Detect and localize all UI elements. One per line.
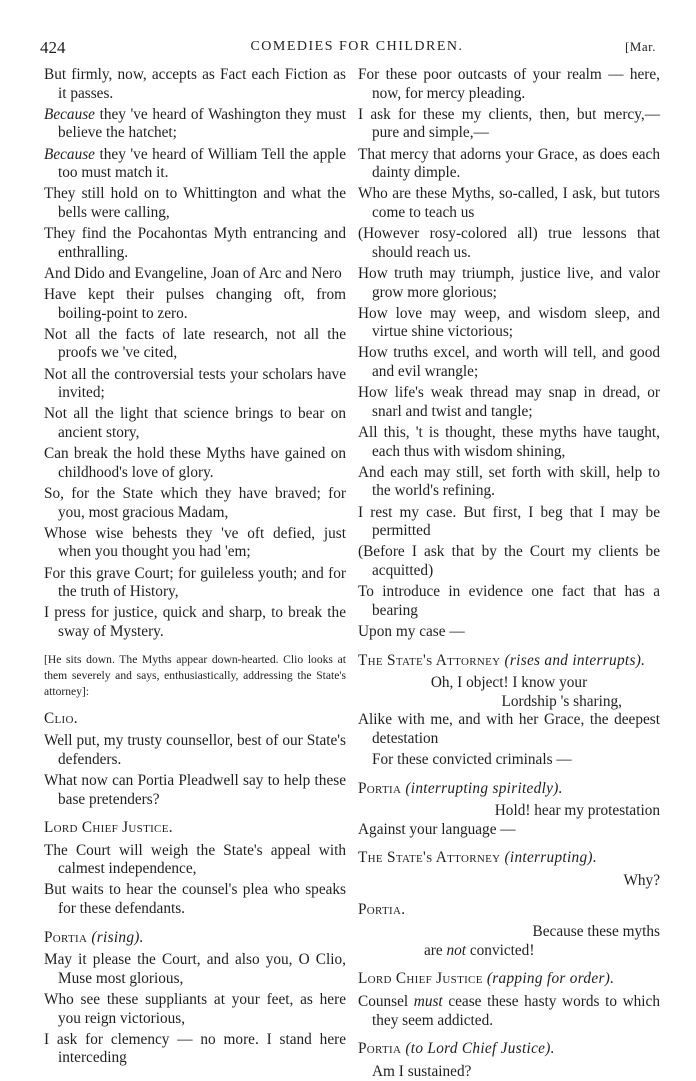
verse-line: Not all the light that science brings to bear on ancient story, (44, 405, 346, 442)
speaker-states-attorney: The State's Attorney (rises and interrupts). (358, 651, 646, 669)
page-header (40, 38, 674, 60)
stage-direction: [He sits down. The Myths appear down-hearted. Clio looks at them severely and says, enthusiastically, addressing the State's attorney]: (44, 652, 346, 698)
verse-line: Who see these suppliants at your feet, as here you reign victorious, (44, 991, 346, 1027)
verse-line: Whose wise behests they 've oft defied, just when you thought you had 'em; (44, 524, 346, 561)
emphasis: Because (44, 105, 95, 123)
verse-line: Counsel must cease these hasty words to which they seem addicted. (358, 993, 660, 1029)
verse-line: And Dido and Evangeline, Joan of Arc and Nero (44, 264, 342, 282)
verse-line: How life's weak thread may snap in dread, or snarl and twist and tangle; (358, 384, 660, 420)
verse-line: That mercy that adorns your Grace, as does each dainty dimple. (358, 145, 660, 182)
speaker-portia: Portia. (358, 900, 406, 918)
stage-direction: (rapping for order). (482, 970, 615, 988)
month-label: [Mar. (624, 39, 656, 54)
verse-line: Alike with me, and with her Grace, the deepest detestation (358, 711, 660, 747)
verse-line: But firmly, now, accepts as Fact each Fiction as it passes. (44, 66, 346, 102)
verse-line: Lordship 's sharing, (501, 692, 622, 710)
verse-line: Oh, I object! I know your (430, 674, 588, 692)
verse-line: Am I sustained? (372, 1062, 472, 1080)
right-column (358, 66, 660, 1081)
verse-line: So, for the State which they have braved; for you, most gracious Madam, (44, 485, 346, 521)
speaker-portia: Portia (interrupting spiritedly). (358, 779, 563, 797)
verse-line: How truth may triumph, justice live, and valor grow more glorious; (358, 264, 660, 301)
verse-line: Who are these Myths, so-called, I ask, but tutors come to teach us (358, 185, 660, 221)
stage-direction: (interrupting spiritedly). (401, 779, 563, 797)
stage-direction: (interrupting). (500, 849, 597, 867)
running-head: COMEDIES FOR CHILDREN. (250, 39, 464, 54)
speaker-portia: Portia (rising). (44, 928, 144, 946)
verse-line: And each may still, set forth with skill, help to the world's refining. (358, 463, 660, 500)
verse-line: They find the Pocahontas Myth entrancing and enthralling. (44, 225, 346, 261)
verse-line: Not all the controversial tests your scholars have invited; (44, 365, 346, 402)
speaker-states-attorney: The State's Attorney (interrupting). (358, 849, 597, 867)
verse-line: The Court will weigh the State's appeal with calmest independence, (44, 841, 346, 878)
verse-line: For these convicted criminals — (372, 751, 572, 769)
speaker-clio: Clio. (44, 709, 78, 727)
verse-line: I ask for these my clients, then, but mercy,— pure and simple,— (358, 105, 660, 142)
speaker-portia: Portia (to Lord Chief Justice). (358, 1040, 555, 1058)
stage-direction: (rises and interrupts). (500, 651, 646, 669)
verse-line: Hold! hear my protestation (494, 802, 660, 820)
verse-line: May it please the Court, and also you, O Clio, Muse most glorious, (44, 951, 346, 987)
verse-line: (Before I ask that by the Court my clients be acquitted) (358, 543, 660, 579)
verse-line: But waits to hear the counsel's plea who speaks for these defendants. (44, 881, 346, 918)
speaker-lord-chief-justice: Lord Chief Justice. (44, 819, 173, 837)
verse-line: I ask for clemency — no more. I stand here interceding (44, 1030, 346, 1067)
verse-line: For this grave Court; for guileless youth; and for the truth of History, (44, 564, 346, 601)
verse-line: To introduce in evidence one fact that has a bearing (358, 583, 660, 619)
verse-line: (However rosy-colored all) true lessons that should reach us. (358, 225, 660, 261)
stage-direction: (to Lord Chief Justice). (401, 1040, 555, 1058)
speaker-lord-chief-justice: Lord Chief Justice (rapping for order). (358, 970, 615, 988)
verse-line: Because they 've heard of Washington they must believe the hatchet; (44, 105, 346, 142)
verse-line: For these poor outcasts of your realm — here, now, for mercy pleading. (358, 66, 660, 102)
verse-line: Can break the hold these Myths have gained on childhood's love of glory. (44, 445, 346, 481)
verse-line: Against your language — (358, 820, 516, 838)
verse-line: How love may weep, and wisdom sleep, and virtue shine victorious; (358, 304, 660, 341)
emphasis: not (446, 941, 467, 959)
verse-line: Why? (623, 872, 660, 890)
verse-line: are not convicted! (424, 941, 535, 959)
page-number: 424 (40, 38, 66, 57)
verse-line: All this, 't is thought, these myths have taught, each thus with wisdom shining, (358, 424, 660, 460)
stage-direction: (rising). (87, 928, 144, 946)
verse-line: Upon my case — (358, 622, 465, 640)
verse-line: They still hold on to Whittington and what the bells were calling, (44, 185, 346, 221)
verse-line: Have kept their pulses changing oft, from boiling-point to zero. (44, 286, 346, 322)
left-column (44, 66, 346, 1071)
verse-line: How truths excel, and worth will tell, and good and evil wrangle; (358, 344, 660, 381)
emphasis: Because (44, 145, 95, 163)
verse-line: I press for justice, quick and sharp, to break the sway of Mystery. (44, 604, 346, 640)
emphasis: must (413, 993, 443, 1011)
verse-line: Well put, my trusty counsellor, best of our State's defenders. (44, 732, 346, 768)
verse-line: Because these myths (532, 923, 660, 941)
verse-line: I rest my case. But first, I beg that I may be permitted (358, 503, 660, 540)
verse-line: What now can Portia Pleadwell say to help these base pretenders? (44, 771, 346, 808)
verse-line: Not all the facts of late research, not all the proofs we 've cited, (44, 325, 346, 362)
verse-line: Because they 've heard of William Tell the apple too must match it. (44, 145, 346, 182)
